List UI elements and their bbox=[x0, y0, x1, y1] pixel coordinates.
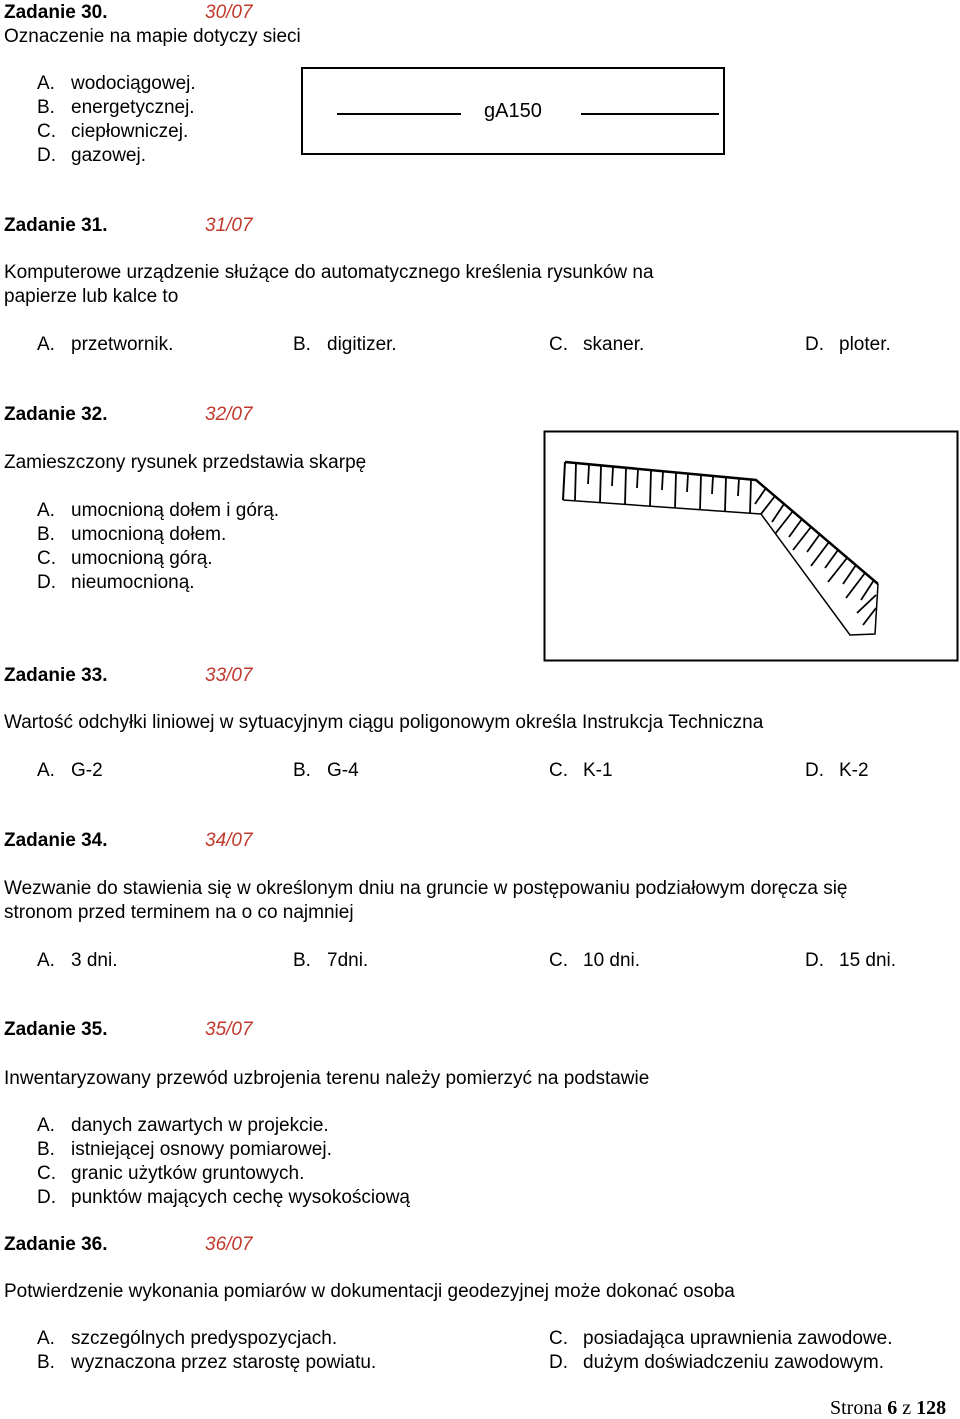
task-33-question: Wartość odchyłki liniowej w sytuacyjnym ciągu poligonowym określa Instrukcja Techniczna bbox=[4, 712, 764, 733]
task-31-answer-c: C. skaner. bbox=[549, 334, 645, 355]
task-31-code: 31/07 bbox=[205, 215, 253, 236]
task-30-question: Oznaczenie na mapie dotyczy sieci bbox=[4, 26, 301, 47]
task-30-answer-c: C. ciepłowniczej. bbox=[37, 121, 189, 142]
task-33-answer-c: C. K-1 bbox=[549, 760, 613, 781]
task-36-answer-a: A. szczególnych predyspozycjach. bbox=[37, 1328, 338, 1349]
embankment-figure bbox=[543, 430, 959, 662]
task-35-answer-b: B. istniejącej osnowy pomiarowej. bbox=[37, 1139, 332, 1160]
task-34-question-line-1: Wezwanie do stawienia się w określonym dniu na gruncie w postępowaniu podziałowym doręcza się bbox=[4, 878, 848, 899]
task-33-answer-a: A. G-2 bbox=[37, 760, 103, 781]
task-34-code: 34/07 bbox=[205, 830, 253, 851]
task-33-title: Zadanie 33. bbox=[4, 665, 108, 686]
pipe-line-right bbox=[581, 113, 719, 115]
task-30-code: 30/07 bbox=[205, 2, 253, 23]
task-36-question: Potwierdzenie wykonania pomiarów w dokumentacji geodezyjnej może dokonać osoba bbox=[4, 1281, 735, 1302]
task-35-question: Inwentaryzowany przewód uzbrojenia terenu należy pomierzyć na podstawie bbox=[4, 1068, 650, 1089]
task-34-answer-d: D. 15 dni. bbox=[805, 950, 897, 971]
pipe-line-left bbox=[337, 113, 461, 115]
task-34-answer-c: C. 10 dni. bbox=[549, 950, 641, 971]
task-30-answer-b: B. energetycznej. bbox=[37, 97, 195, 118]
task-32-code: 32/07 bbox=[205, 404, 253, 425]
task-34-title: Zadanie 34. bbox=[4, 830, 108, 851]
task-30-answer-d: D. gazowej. bbox=[37, 145, 146, 166]
pipe-symbol-label: gA150 bbox=[484, 100, 542, 122]
slope-end-edge bbox=[563, 462, 565, 500]
task-31-title: Zadanie 31. bbox=[4, 215, 108, 236]
task-33-code: 33/07 bbox=[205, 665, 253, 686]
task-36-answer-b: B. wyznaczona przez starostę powiatu. bbox=[37, 1352, 377, 1373]
page-footer bbox=[830, 1398, 946, 1418]
task-32-title: Zadanie 32. bbox=[4, 404, 108, 425]
task-34-answer-a: A. 3 dni. bbox=[37, 950, 118, 971]
task-32-answer-b: B. umocnioną dołem. bbox=[37, 524, 227, 545]
task-35-answer-a: A. danych zawartych w projekcie. bbox=[37, 1115, 329, 1136]
task-32-answer-c: C. umocnioną górą. bbox=[37, 548, 213, 569]
gas-pipe-symbol-figure bbox=[301, 67, 725, 155]
task-32-answer-a: A. umocnioną dołem i górą. bbox=[37, 500, 280, 521]
slope-horizontal-bottom-edge bbox=[563, 500, 761, 514]
task-35-code: 35/07 bbox=[205, 1019, 253, 1040]
task-31-answer-a: A. przetwornik. bbox=[37, 334, 174, 355]
footer-total-pages: 128 bbox=[916, 1397, 947, 1419]
task-31-answer-d: D. ploter. bbox=[805, 334, 891, 355]
task-31-question-line-2: papierze lub kalce to bbox=[4, 286, 179, 307]
task-35-title: Zadanie 35. bbox=[4, 1019, 108, 1040]
footer-page-number: 6 bbox=[887, 1397, 898, 1419]
footer-prefix: Strona bbox=[830, 1397, 883, 1419]
task-31-question-line-1: Komputerowe urządzenie służące do automatycznego kreślenia rysunków na bbox=[4, 262, 654, 283]
task-35-answer-c: C. granic użytków gruntowych. bbox=[37, 1163, 305, 1184]
task-36-answer-c: C. posiadająca uprawnienia zawodowe. bbox=[549, 1328, 893, 1349]
task-30-title: Zadanie 30. bbox=[4, 2, 108, 23]
slope-diagonal-edges bbox=[761, 514, 878, 635]
footer-separator: z bbox=[902, 1397, 912, 1419]
task-34-question-line-2: stronom przed terminem na o co najmniej bbox=[4, 902, 354, 923]
task-34-answer-b: B. 7dni. bbox=[293, 950, 369, 971]
task-32-question: Zamieszczony rysunek przedstawia skarpę bbox=[4, 452, 367, 473]
task-36-code: 36/07 bbox=[205, 1234, 253, 1255]
task-33-answer-d: D. K-2 bbox=[805, 760, 869, 781]
task-36-answer-d: D. dużym doświadczeniu zawodowym. bbox=[549, 1352, 884, 1373]
task-30-answer-a: A. wodociągowej. bbox=[37, 73, 196, 94]
task-33-answer-b: B. G-4 bbox=[293, 760, 359, 781]
task-32-answer-d: D. nieumocnioną. bbox=[37, 572, 195, 593]
task-35-answer-d: D. punktów mających cechę wysokościową bbox=[37, 1187, 410, 1208]
task-31-answer-b: B. digitizer. bbox=[293, 334, 397, 355]
task-36-title: Zadanie 36. bbox=[4, 1234, 108, 1255]
